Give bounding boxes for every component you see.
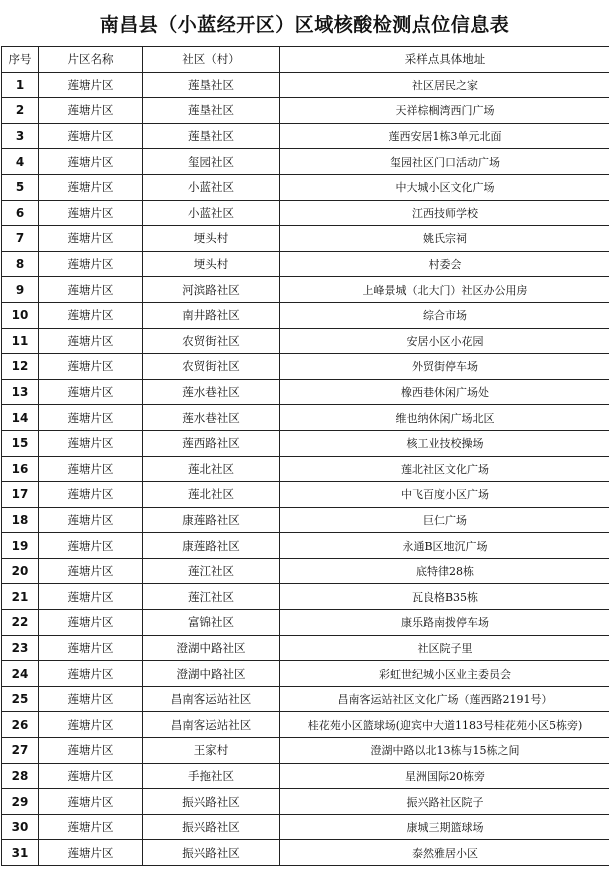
cell-area-name: 莲塘片区 — [39, 584, 143, 610]
cell-area-name: 莲塘片区 — [39, 379, 143, 405]
table-row — [2, 72, 609, 98]
cell-area-name: 莲塘片区 — [39, 302, 143, 328]
cell-community: 农贸街社区 — [143, 354, 280, 380]
header-serial-number: 序号 — [2, 47, 39, 73]
cell-sampling-address: 桂花苑小区篮球场(迎宾中大道1183号桂花苑小区5栋旁) — [280, 712, 609, 738]
cell-sampling-address: 巨仁广场 — [280, 507, 609, 533]
cell-area-name: 莲塘片区 — [39, 277, 143, 303]
cell-area-name: 莲塘片区 — [39, 174, 143, 200]
cell-sampling-address: 姚氏宗祠 — [280, 226, 609, 252]
cell-community: 莲江社区 — [143, 584, 280, 610]
cell-community: 莲水巷社区 — [143, 405, 280, 431]
cell-serial-number: 31 — [2, 840, 39, 866]
cell-area-name: 莲塘片区 — [39, 507, 143, 533]
table-row — [2, 789, 609, 815]
table-row — [2, 328, 609, 354]
cell-community: 康莲路社区 — [143, 507, 280, 533]
cell-serial-number: 4 — [2, 149, 39, 175]
cell-community: 莲江社区 — [143, 558, 280, 584]
table-header-row — [2, 47, 609, 73]
cell-sampling-address: 底特律28栋 — [280, 558, 609, 584]
cell-sampling-address: 村委会 — [280, 251, 609, 277]
table-row — [2, 277, 609, 303]
cell-serial-number: 15 — [2, 430, 39, 456]
cell-sampling-address: 昌南客运站社区文化广场（莲西路2191号） — [280, 686, 609, 712]
cell-community: 南井路社区 — [143, 302, 280, 328]
cell-sampling-address: 康乐路南拨停车场 — [280, 610, 609, 636]
cell-community: 莲北社区 — [143, 456, 280, 482]
cell-serial-number: 6 — [2, 200, 39, 226]
cell-sampling-address: 莲西安居1栋3单元北面 — [280, 123, 609, 149]
cell-community: 埂头村 — [143, 251, 280, 277]
cell-sampling-address: 核工业技校操场 — [280, 430, 609, 456]
table-row — [2, 226, 609, 252]
cell-area-name: 莲塘片区 — [39, 840, 143, 866]
cell-serial-number: 13 — [2, 379, 39, 405]
cell-area-name: 莲塘片区 — [39, 200, 143, 226]
cell-sampling-address: 泰然雅居小区 — [280, 840, 609, 866]
table-row — [2, 686, 609, 712]
table-row — [2, 302, 609, 328]
cell-serial-number: 9 — [2, 277, 39, 303]
cell-community: 农贸街社区 — [143, 328, 280, 354]
cell-community: 康莲路社区 — [143, 533, 280, 559]
cell-sampling-address: 康城三期篮球场 — [280, 814, 609, 840]
table-row — [2, 379, 609, 405]
cell-area-name: 莲塘片区 — [39, 738, 143, 764]
table-row — [2, 507, 609, 533]
table-row — [2, 149, 609, 175]
cell-community: 王家村 — [143, 738, 280, 764]
cell-serial-number: 27 — [2, 738, 39, 764]
cell-community: 小蓝社区 — [143, 174, 280, 200]
cell-sampling-address: 莲北社区文化广场 — [280, 456, 609, 482]
cell-sampling-address: 澄湖中路以北13栋与15栋之间 — [280, 738, 609, 764]
cell-serial-number: 30 — [2, 814, 39, 840]
cell-serial-number: 3 — [2, 123, 39, 149]
table-row — [2, 635, 609, 661]
cell-serial-number: 23 — [2, 635, 39, 661]
cell-serial-number: 20 — [2, 558, 39, 584]
table-row — [2, 456, 609, 482]
cell-community: 莲西路社区 — [143, 430, 280, 456]
cell-area-name: 莲塘片区 — [39, 558, 143, 584]
cell-area-name: 莲塘片区 — [39, 456, 143, 482]
cell-serial-number: 18 — [2, 507, 39, 533]
header-area-name: 片区名称 — [39, 47, 143, 73]
cell-community: 莲垦社区 — [143, 98, 280, 124]
header-sampling-address: 采样点具体地址 — [280, 47, 609, 73]
cell-area-name: 莲塘片区 — [39, 354, 143, 380]
table-row — [2, 251, 609, 277]
cell-community: 玺园社区 — [143, 149, 280, 175]
cell-area-name: 莲塘片区 — [39, 763, 143, 789]
cell-serial-number: 17 — [2, 482, 39, 508]
cell-area-name: 莲塘片区 — [39, 661, 143, 687]
cell-serial-number: 25 — [2, 686, 39, 712]
cell-sampling-address: 江西技师学校 — [280, 200, 609, 226]
cell-serial-number: 22 — [2, 610, 39, 636]
cell-sampling-address: 彩虹世纪城小区业主委员会 — [280, 661, 609, 687]
cell-area-name: 莲塘片区 — [39, 712, 143, 738]
cell-area-name: 莲塘片区 — [39, 814, 143, 840]
cell-serial-number: 16 — [2, 456, 39, 482]
table-row — [2, 840, 609, 866]
table-row — [2, 763, 609, 789]
cell-serial-number: 10 — [2, 302, 39, 328]
cell-area-name: 莲塘片区 — [39, 328, 143, 354]
cell-area-name: 莲塘片区 — [39, 430, 143, 456]
cell-area-name: 莲塘片区 — [39, 610, 143, 636]
cell-serial-number: 2 — [2, 98, 39, 124]
cell-serial-number: 21 — [2, 584, 39, 610]
cell-sampling-address: 安居小区小花园 — [280, 328, 609, 354]
cell-community: 河滨路社区 — [143, 277, 280, 303]
cell-serial-number: 8 — [2, 251, 39, 277]
table-row — [2, 98, 609, 124]
cell-area-name: 莲塘片区 — [39, 686, 143, 712]
cell-sampling-address: 中大城小区文化广场 — [280, 174, 609, 200]
cell-area-name: 莲塘片区 — [39, 789, 143, 815]
cell-community: 振兴路社区 — [143, 840, 280, 866]
cell-sampling-address: 永通B区地沉广场 — [280, 533, 609, 559]
cell-community: 小蓝社区 — [143, 200, 280, 226]
table-row — [2, 533, 609, 559]
cell-area-name: 莲塘片区 — [39, 149, 143, 175]
cell-sampling-address: 综合市场 — [280, 302, 609, 328]
cell-sampling-address: 星洲国际20栋旁 — [280, 763, 609, 789]
cell-serial-number: 14 — [2, 405, 39, 431]
table-row — [2, 738, 609, 764]
cell-area-name: 莲塘片区 — [39, 123, 143, 149]
cell-sampling-address: 维也纳休闲广场北区 — [280, 405, 609, 431]
cell-community: 手拖社区 — [143, 763, 280, 789]
table-row — [2, 712, 609, 738]
table-row — [2, 661, 609, 687]
cell-sampling-address: 瓦良格B35栋 — [280, 584, 609, 610]
cell-serial-number: 24 — [2, 661, 39, 687]
cell-area-name: 莲塘片区 — [39, 72, 143, 98]
cell-sampling-address: 振兴路社区院子 — [280, 789, 609, 815]
cell-area-name: 莲塘片区 — [39, 482, 143, 508]
document-title: 南昌县（小蓝经开区）区域核酸检测点位信息表 — [99, 13, 510, 36]
cell-sampling-address: 中飞百度小区广场 — [280, 482, 609, 508]
cell-sampling-address: 上峰景城（北大门）社区办公用房 — [280, 277, 609, 303]
table-row — [2, 584, 609, 610]
cell-community: 澄湖中路社区 — [143, 635, 280, 661]
cell-serial-number: 1 — [2, 72, 39, 98]
cell-community: 莲水巷社区 — [143, 379, 280, 405]
cell-community: 富锦社区 — [143, 610, 280, 636]
cell-sampling-address: 玺园社区门口活动广场 — [280, 149, 609, 175]
cell-serial-number: 12 — [2, 354, 39, 380]
cell-sampling-address: 天祥棕榈湾西门广场 — [280, 98, 609, 124]
table-row — [2, 200, 609, 226]
table-row — [2, 482, 609, 508]
cell-community: 莲北社区 — [143, 482, 280, 508]
table-row — [2, 558, 609, 584]
cell-sampling-address: 社区居民之家 — [280, 72, 609, 98]
cell-area-name: 莲塘片区 — [39, 251, 143, 277]
header-community: 社区（村） — [143, 47, 280, 73]
table-row — [2, 610, 609, 636]
cell-sampling-address: 橡西巷休闲广场处 — [280, 379, 609, 405]
table-row — [2, 405, 609, 431]
table-row — [2, 123, 609, 149]
cell-community: 莲垦社区 — [143, 123, 280, 149]
cell-community: 昌南客运站社区 — [143, 712, 280, 738]
cell-area-name: 莲塘片区 — [39, 226, 143, 252]
cell-community: 昌南客运站社区 — [143, 686, 280, 712]
cell-serial-number: 28 — [2, 763, 39, 789]
cell-serial-number: 7 — [2, 226, 39, 252]
testing-sites-table — [1, 46, 609, 866]
cell-area-name: 莲塘片区 — [39, 405, 143, 431]
cell-sampling-address: 社区院子里 — [280, 635, 609, 661]
cell-sampling-address: 外贸街停车场 — [280, 354, 609, 380]
cell-community: 振兴路社区 — [143, 789, 280, 815]
cell-serial-number: 19 — [2, 533, 39, 559]
cell-community: 埂头村 — [143, 226, 280, 252]
cell-community: 振兴路社区 — [143, 814, 280, 840]
cell-area-name: 莲塘片区 — [39, 635, 143, 661]
cell-community: 澄湖中路社区 — [143, 661, 280, 687]
table-row — [2, 174, 609, 200]
cell-area-name: 莲塘片区 — [39, 533, 143, 559]
cell-area-name: 莲塘片区 — [39, 98, 143, 124]
table-row — [2, 354, 609, 380]
cell-serial-number: 26 — [2, 712, 39, 738]
table-row — [2, 814, 609, 840]
cell-community: 莲垦社区 — [143, 72, 280, 98]
cell-serial-number: 29 — [2, 789, 39, 815]
table-row — [2, 430, 609, 456]
cell-serial-number: 5 — [2, 174, 39, 200]
cell-serial-number: 11 — [2, 328, 39, 354]
